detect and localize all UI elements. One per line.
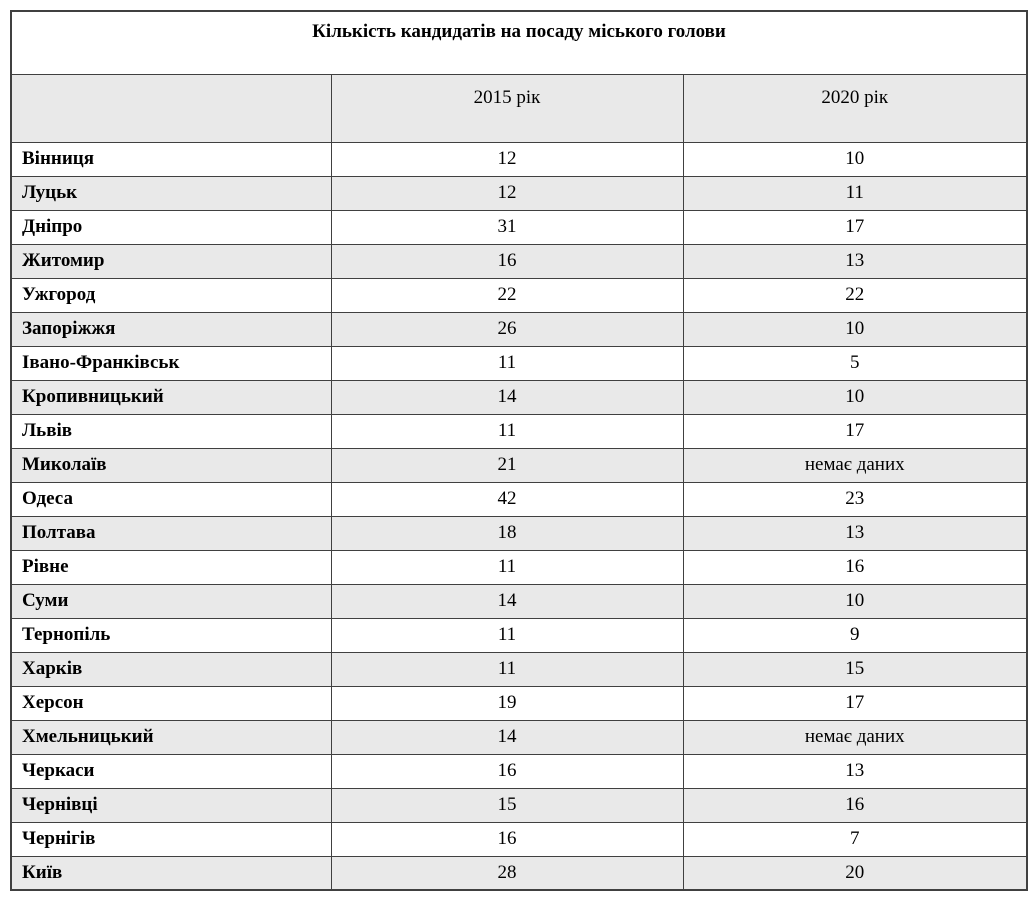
value-2020: 13: [683, 244, 1027, 278]
value-2015: 22: [331, 278, 683, 312]
candidates-table: [10, 10, 1028, 891]
value-2020: 9: [683, 618, 1027, 652]
table-row: [11, 346, 1027, 380]
column-header-2020: 2020 рік: [683, 74, 1027, 142]
table-row: [11, 448, 1027, 482]
city-label: Харків: [11, 652, 331, 686]
table-row: [11, 482, 1027, 516]
value-2015: 31: [331, 210, 683, 244]
city-label: Хмельницький: [11, 720, 331, 754]
value-2015: 16: [331, 822, 683, 856]
table-row: [11, 584, 1027, 618]
value-2020: 17: [683, 210, 1027, 244]
city-label: Запоріжжя: [11, 312, 331, 346]
table-row: [11, 210, 1027, 244]
table-row: [11, 788, 1027, 822]
value-2020: 15: [683, 652, 1027, 686]
value-2015: 42: [331, 482, 683, 516]
city-label: Миколаїв: [11, 448, 331, 482]
value-2015: 11: [331, 414, 683, 448]
value-2020: немає даних: [683, 720, 1027, 754]
value-2015: 11: [331, 346, 683, 380]
city-label: Одеса: [11, 482, 331, 516]
table-row: [11, 856, 1027, 890]
table-row: [11, 244, 1027, 278]
value-2015: 19: [331, 686, 683, 720]
header-row: [11, 74, 1027, 142]
value-2020: 10: [683, 142, 1027, 176]
value-2015: 18: [331, 516, 683, 550]
city-label: Івано-Франківськ: [11, 346, 331, 380]
value-2020: 22: [683, 278, 1027, 312]
value-2020: 17: [683, 414, 1027, 448]
value-2020: 17: [683, 686, 1027, 720]
city-label: Херсон: [11, 686, 331, 720]
table-row: [11, 686, 1027, 720]
city-label: Чернігів: [11, 822, 331, 856]
value-2015: 16: [331, 754, 683, 788]
table-row: [11, 754, 1027, 788]
title-row: [11, 11, 1027, 74]
value-2015: 11: [331, 550, 683, 584]
value-2020: 16: [683, 788, 1027, 822]
table-row: [11, 142, 1027, 176]
table-row: [11, 278, 1027, 312]
value-2015: 11: [331, 618, 683, 652]
column-header-2015: 2015 рік: [331, 74, 683, 142]
city-label: Рівне: [11, 550, 331, 584]
value-2020: 13: [683, 754, 1027, 788]
city-label: Київ: [11, 856, 331, 890]
value-2015: 14: [331, 380, 683, 414]
table-row: [11, 176, 1027, 210]
value-2015: 12: [331, 176, 683, 210]
city-label: Чернівці: [11, 788, 331, 822]
value-2020: 16: [683, 550, 1027, 584]
value-2015: 21: [331, 448, 683, 482]
value-2020: 10: [683, 312, 1027, 346]
city-label: Житомир: [11, 244, 331, 278]
table-row: [11, 516, 1027, 550]
table-row: [11, 312, 1027, 346]
table-title: Кількість кандидатів на посаду міського голови: [11, 11, 1027, 74]
city-label: Черкаси: [11, 754, 331, 788]
value-2015: 26: [331, 312, 683, 346]
city-label: Дніпро: [11, 210, 331, 244]
table-row: [11, 618, 1027, 652]
table-row: [11, 550, 1027, 584]
column-header-city: [11, 74, 331, 142]
city-label: Тернопіль: [11, 618, 331, 652]
city-label: Суми: [11, 584, 331, 618]
value-2015: 28: [331, 856, 683, 890]
city-label: Луцьк: [11, 176, 331, 210]
value-2020: 13: [683, 516, 1027, 550]
value-2020: 7: [683, 822, 1027, 856]
value-2015: 14: [331, 720, 683, 754]
value-2015: 16: [331, 244, 683, 278]
city-label: Львів: [11, 414, 331, 448]
city-label: Полтава: [11, 516, 331, 550]
value-2015: 15: [331, 788, 683, 822]
value-2020: 10: [683, 380, 1027, 414]
table-row: [11, 652, 1027, 686]
table-row: [11, 822, 1027, 856]
value-2015: 11: [331, 652, 683, 686]
value-2020: 20: [683, 856, 1027, 890]
value-2015: 14: [331, 584, 683, 618]
table-row: [11, 414, 1027, 448]
city-label: Ужгород: [11, 278, 331, 312]
city-label: Кропивницький: [11, 380, 331, 414]
value-2020: немає даних: [683, 448, 1027, 482]
table-row: [11, 380, 1027, 414]
table-row: [11, 720, 1027, 754]
value-2020: 23: [683, 482, 1027, 516]
value-2020: 10: [683, 584, 1027, 618]
value-2020: 11: [683, 176, 1027, 210]
city-label: Вінниця: [11, 142, 331, 176]
value-2020: 5: [683, 346, 1027, 380]
value-2015: 12: [331, 142, 683, 176]
